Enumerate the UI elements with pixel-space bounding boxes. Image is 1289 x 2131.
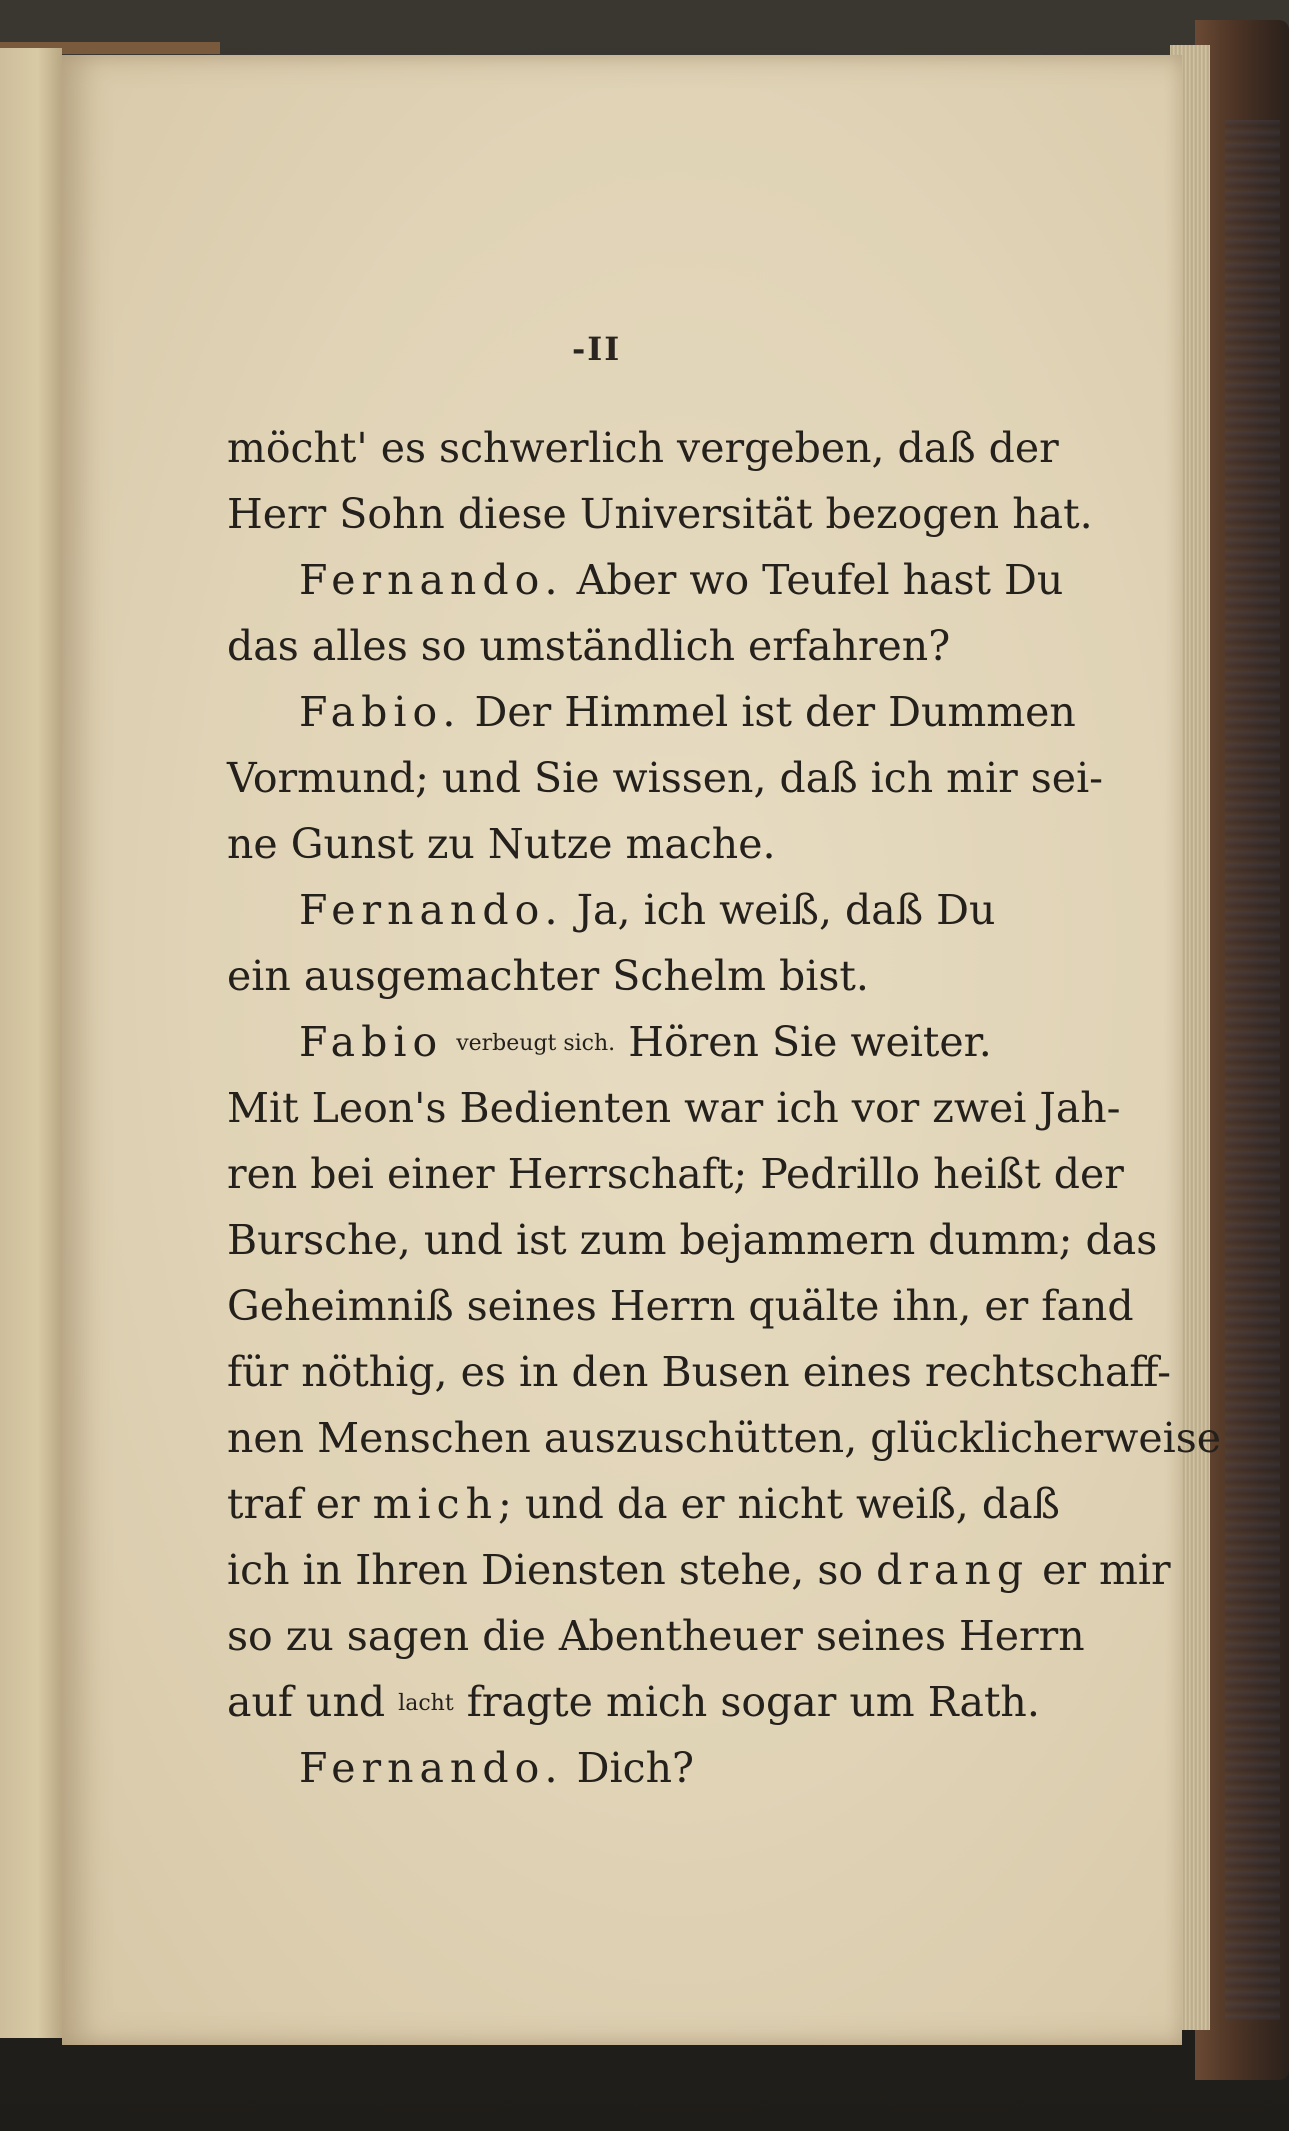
stage-direction: lacht <box>398 1691 454 1716</box>
emphasized-word: mich <box>372 1480 498 1528</box>
speaker-name: Fernando. <box>299 886 564 934</box>
line-text: Herr Sohn diese Universität bezogen hat. <box>227 490 1093 538</box>
text-line <box>227 1471 1060 1537</box>
text-line <box>227 745 1104 811</box>
text-line <box>227 1207 1158 1273</box>
dialogue-line <box>227 1009 992 1075</box>
line-text: das alles so umständlich erfahren? <box>227 622 951 670</box>
line-text: Mit Leon's Bedienten war ich vor zwei Jah- <box>227 1084 1121 1132</box>
line-text: Aber wo Teufel hast Du <box>576 556 1064 604</box>
text-line <box>227 1141 1124 1207</box>
speaker-name: Fernando. <box>299 1744 564 1792</box>
text-line <box>227 1405 1222 1471</box>
dialogue-line <box>227 547 1064 613</box>
dialogue-line <box>227 1735 987 1801</box>
line-text: Dich? <box>576 1744 694 1792</box>
line-text: Hören Sie weiter. <box>628 1018 992 1066</box>
speaker-name: Fabio. <box>299 688 462 736</box>
line-text: ein ausgemachter Schelm bist. <box>227 952 869 1000</box>
page-text <box>227 415 1222 1801</box>
line-text: ren bei einer Herrschaft; Pedrillo heißt der <box>227 1150 1124 1198</box>
line-text: möcht' es schwerlich vergeben, daß der <box>227 424 1059 472</box>
dialogue-line <box>227 679 1076 745</box>
text-line <box>227 1603 1085 1669</box>
line-text: er mir <box>1042 1546 1171 1594</box>
text-line <box>227 481 1093 547</box>
text-line <box>227 415 1059 481</box>
line-text: ne Gunst zu Nutze mache. <box>227 820 776 868</box>
text-line <box>227 1339 1171 1405</box>
line-text: Ja, ich weiß, daß Du <box>576 886 996 934</box>
page-number: -II <box>572 330 622 368</box>
text-line <box>227 613 987 679</box>
line-text: Bursche, und ist zum bejammern dumm; das <box>227 1216 1158 1264</box>
line-text: nen Menschen auszuschütten, glücklicherweise <box>227 1414 1222 1462</box>
text-line <box>227 1273 1134 1339</box>
book-cover-texture <box>1225 120 1280 2020</box>
speaker-name: Fernando. <box>299 556 564 604</box>
facing-page-edge <box>0 48 62 2038</box>
line-text: auf und <box>227 1678 386 1726</box>
line-text: ich in Ihren Diensten stehe, so <box>227 1546 864 1594</box>
speaker-name: Fabio <box>299 1018 444 1066</box>
emphasized-word: drang <box>876 1546 1030 1594</box>
line-text: Geheimniß seines Herrn quälte ihn, er fand <box>227 1282 1134 1330</box>
line-text: Vormund; und Sie wissen, daß ich mir sei- <box>227 754 1104 802</box>
line-text: ; und da er nicht weiß, daß <box>498 1480 1060 1528</box>
line-text: fragte mich sogar um Rath. <box>466 1678 1040 1726</box>
text-line <box>227 1075 1121 1141</box>
line-text: für nöthig, es in den Busen eines rechtschaff- <box>227 1348 1171 1396</box>
book-page <box>62 55 1222 2045</box>
dialogue-line <box>227 877 996 943</box>
line-text: Der Himmel ist der Dummen <box>474 688 1076 736</box>
line-text: traf er <box>227 1480 360 1528</box>
text-line <box>227 943 987 1009</box>
text-line <box>227 1537 1171 1603</box>
text-line <box>227 811 987 877</box>
stage-direction: verbeugt sich. <box>456 1031 616 1056</box>
text-line <box>227 1669 1040 1735</box>
line-text: so zu sagen die Abentheuer seines Herrn <box>227 1612 1085 1660</box>
